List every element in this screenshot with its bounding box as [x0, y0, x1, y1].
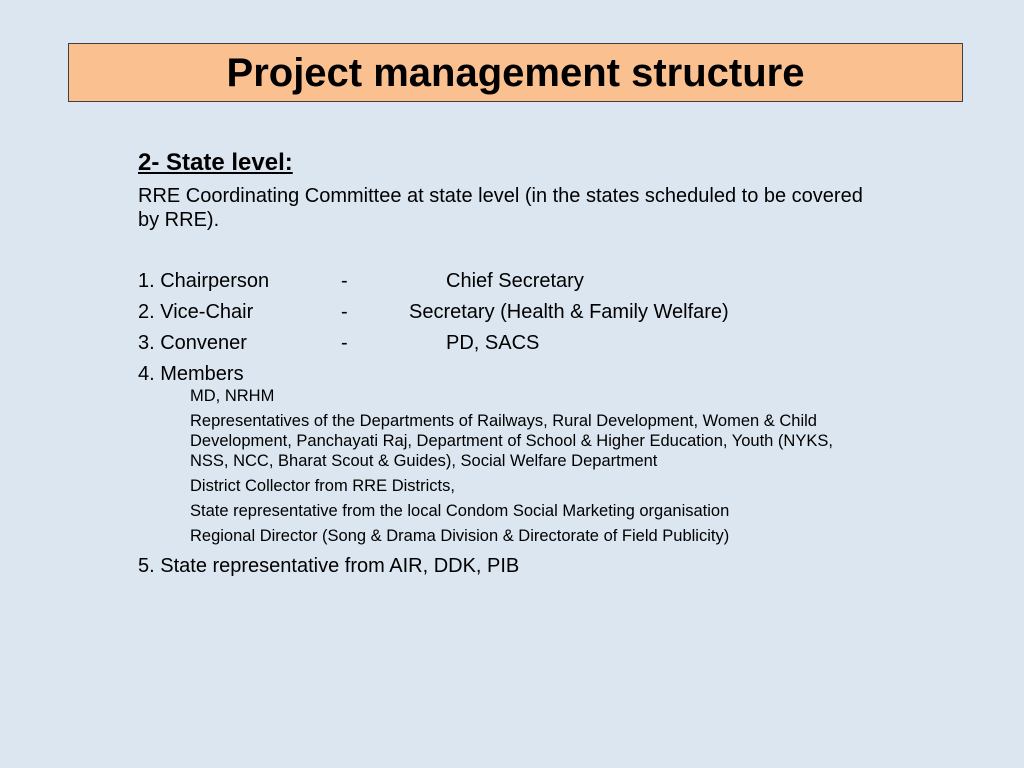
member-item: Representatives of the Departments of Railways, Rural Development, Women & Child Development, Panchayati Raj, Department of School & Higher Education, Youth (NYKS, NSS, NCC, Bharat Scout & Guides), Social Welfare Department: [190, 412, 833, 470]
role-separator: -: [341, 301, 348, 323]
role-label: 1. Chairperson: [138, 270, 270, 292]
slide-title-banner: [68, 43, 963, 102]
members-list: [138, 386, 878, 546]
role-value: Chief Secretary: [446, 270, 584, 292]
role-label: 2. Vice-Chair: [138, 301, 254, 323]
final-item: 5. State representative from AIR, DDK, PIB: [138, 555, 520, 577]
role-label: 3. Convener: [138, 332, 247, 354]
role-separator: -: [341, 332, 348, 354]
slide-content: [138, 146, 878, 582]
role-separator: -: [341, 270, 348, 292]
member-item: Regional Director (Song & Drama Division & Directorate of Field Publicity): [190, 527, 730, 545]
members-label: 4. Members: [138, 363, 244, 385]
member-item: District Collector from RRE Districts,: [190, 477, 455, 495]
role-value: PD, SACS: [446, 332, 540, 354]
member-item: State representative from the local Condom Social Marketing organisation: [190, 502, 730, 520]
member-item: MD, NRHM: [190, 387, 275, 405]
slide-title: Project management structure: [226, 50, 805, 95]
role-value: Secretary (Health & Family Welfare): [409, 301, 729, 323]
role-row-convener: [138, 328, 878, 359]
role-row-chairperson: [138, 266, 878, 297]
committee-roles: [138, 266, 878, 582]
intro-text: RRE Coordinating Committee at state level (in the states scheduled to be covered by RRE).: [138, 185, 863, 231]
role-row-vice-chair: [138, 297, 878, 328]
section-heading: 2- State level:: [138, 149, 293, 176]
